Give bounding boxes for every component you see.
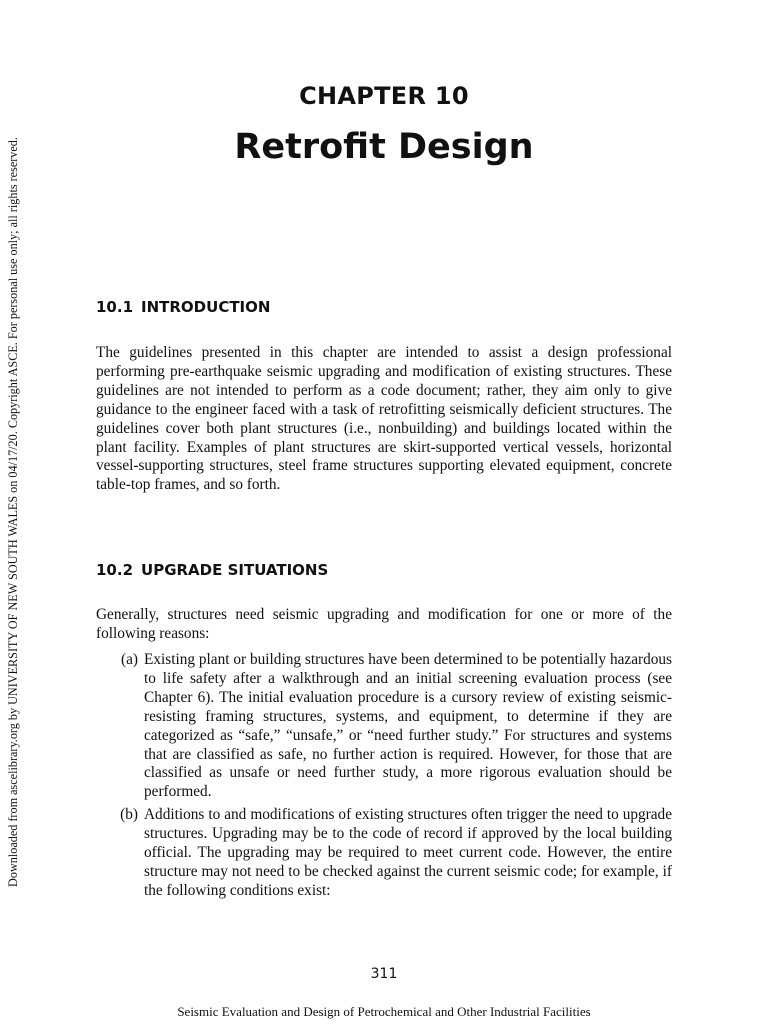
- section-number: 10.1: [96, 298, 134, 316]
- section-heading-introduction: [96, 297, 270, 317]
- chapter-label: CHAPTER 10: [299, 82, 469, 110]
- list-item-text: Existing plant or building structures have been determined to be potentially hazardous to life safety after a walkthrough and an initial screening evaluation process (see Chapter 6). The initial evaluation procedure is a cursory review of existing seismic-resisting framing structures, systems, and equipment, to determine if they are categorized as “safe,” “unsafe,” or “need further study.” For structures and systems that are classified as safe, no further action is required. However, for those that are classified as unsafe or need further study, a more rigorous evaluation should be performed.: [144, 651, 672, 801]
- list-item-text: Additions to and modifications of existing structures often trigger the need to upgrade structures. Upgrading may be to the code of record if approved by the local building official. The upgrading may be required to meet current code. However, the entire structure may not need to be checked against the current seismic code; for example, if the following conditions exist:: [144, 806, 672, 899]
- upgrade-intro-paragraph: Generally, structures need seismic upgrading and modification for one or more of the following reasons:: [96, 606, 672, 642]
- list-item: [96, 806, 672, 901]
- list-marker: (b): [120, 806, 138, 824]
- list-marker: (a): [121, 651, 138, 668]
- download-notice: Downloaded from ascelibrary.org by UNIVERSITY OF NEW SOUTH WALES on 04/17/20. Copyright ASCE. For personal use only; all rights reserved.: [6, 137, 20, 887]
- book-title-footer: Seismic Evaluation and Design of Petrochemical and Other Industrial Facilities: [177, 1004, 591, 1019]
- section-heading-upgrade-situations: [96, 560, 328, 580]
- list-item: [96, 651, 672, 802]
- section-title: UPGRADE SITUATIONS: [141, 561, 329, 579]
- section-title: INTRODUCTION: [141, 298, 271, 316]
- reasons-list: [96, 651, 672, 905]
- section-number: 10.2: [96, 561, 134, 579]
- page-number: 311: [370, 966, 398, 982]
- chapter-title: Retrofit Design: [234, 127, 534, 167]
- introduction-paragraph: The guidelines presented in this chapter are intended to assist a design professional performing pre-earthquake seismic upgrading and modification of existing structures. These guidelines are not intended to perform as a code document; rather, they aim only to give guidance to the engineer faced with a task of retrofitting seismically deficient structures. The guidelines cover both plant structures (i.e., nonbuilding) and buildings located within the plant facility. Examples of plant structures are skirt-supported vertical vessels, horizontal vessel-supporting structures, steel frame structures supporting elevated equipment, concrete table-top frames, and so forth.: [96, 344, 672, 494]
